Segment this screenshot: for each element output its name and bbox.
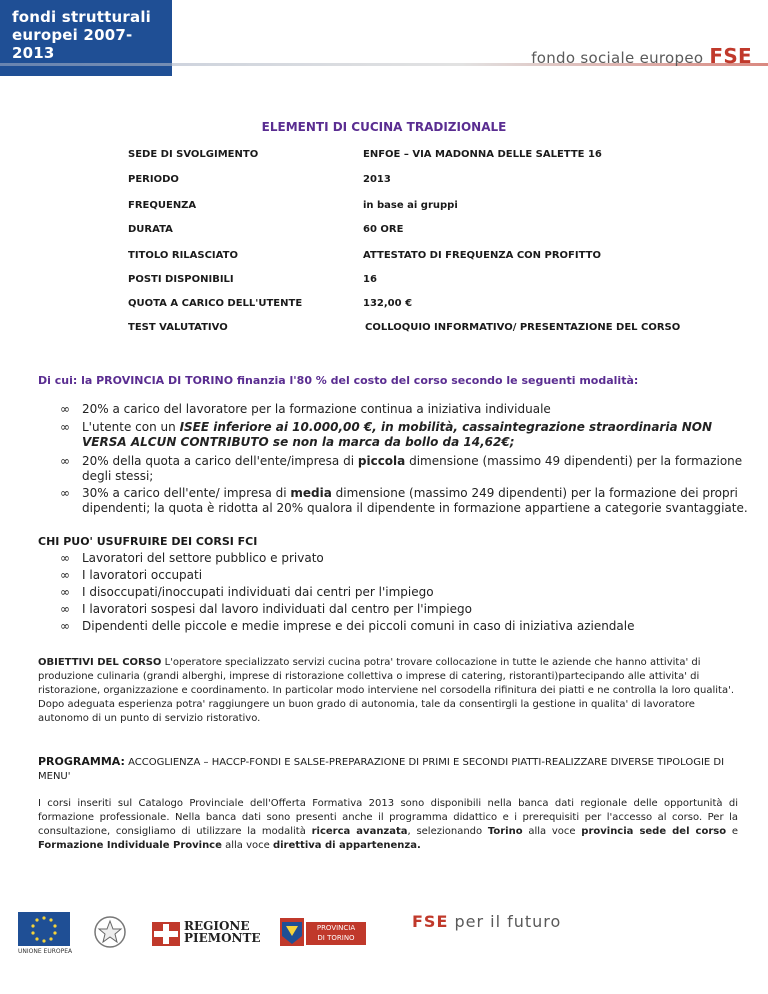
objectives-text-2: Dopo adeguata esperienza potra' raggiungere un buon grado di autonomia, tale da consentirgli la gestione in qualita' di lavoratore autonomo di un punto di servizio ristorativo. <box>38 699 695 724</box>
italy-emblem-icon <box>93 914 127 950</box>
regione-logo <box>184 920 261 944</box>
info-row <box>128 149 688 163</box>
info-row <box>128 174 688 188</box>
info-label: SEDE DI SVOLGIMENTO <box>128 149 259 160</box>
info-row <box>128 200 688 214</box>
bullet-text-part: 30% a carico dell'ente/ impresa di <box>82 486 291 500</box>
catalog-emphasis: ricerca avanzata <box>311 826 408 837</box>
info-label: FREQUENZA <box>128 200 197 211</box>
bullet-icon: ∞ <box>60 486 70 500</box>
financing-title: Di cui: la PROVINCIA DI TORINO finanzia l'80 % del costo del corso secondo le seguenti modalità: <box>38 374 639 387</box>
tagline-rest: per il futuro <box>448 912 562 931</box>
who-title: CHI PUO' USUFRUIRE DEI CORSI FCI <box>38 535 258 548</box>
bullet-text <box>82 454 750 484</box>
bullet-icon: ∞ <box>60 420 70 434</box>
bullet-text <box>82 486 750 516</box>
info-label: DURATA <box>128 224 173 235</box>
info-value: 16 <box>363 274 377 285</box>
bullet-text-part: dimensione (massimo 49 dipendenti) per la formazione degli stessi; <box>82 454 743 483</box>
bullet-icon: ∞ <box>60 454 70 468</box>
info-row <box>128 322 688 336</box>
provincia-line-1: PROVINCIA <box>316 924 356 932</box>
bullet-icon: ∞ <box>60 602 70 616</box>
catalog-emphasis: Torino <box>487 826 523 837</box>
catalog-emphasis: direttiva di appartenenza. <box>272 840 421 851</box>
bullet-text-emphasis: piccola <box>357 454 406 468</box>
info-value: 132,00 € <box>363 298 413 309</box>
program-block <box>38 755 738 784</box>
bullet-icon: ∞ <box>60 402 70 416</box>
tagline-fse: FSE <box>412 912 449 931</box>
bullet-icon: ∞ <box>60 585 70 599</box>
info-value: COLLOQUIO INFORMATIVO/ PRESENTAZIONE DEL CORSO <box>365 322 681 333</box>
page-title: ELEMENTI DI CUCINA TRADIZIONALE <box>261 120 507 134</box>
bullet-text-part: dimensione (massimo 249 dipendenti) per la formazione dei propri dipendenti; la quota è ridotta al 20% qualora il dipendente in formazione appartiene a categorie svantaggiate. <box>82 486 748 515</box>
info-row <box>128 274 688 288</box>
info-value: ENFOE – VIA MADONNA DELLE SALETTE 16 <box>363 149 602 160</box>
catalog-emphasis: Formazione Individuale Province <box>38 840 222 851</box>
info-value: in base ai gruppi <box>363 200 458 211</box>
bullet-text-emphasis: media <box>290 486 332 500</box>
bullet-icon: ∞ <box>60 551 70 565</box>
objectives-label: OBIETTIVI DEL CORSO <box>38 657 162 668</box>
info-value: 60 ORE <box>363 224 404 235</box>
bullet-text: Lavoratori del settore pubblico e privato <box>82 551 324 565</box>
program-text: ACCOGLIENZA – HACCP-FONDI E SALSE-PREPARAZIONE DI PRIMI E SECONDI PIATTI-REALIZZARE DIVERSE TIPOLOGIE DI MENU' <box>38 757 725 782</box>
info-row <box>128 298 688 312</box>
bullet-text: 20% a carico del lavoratore per la formazione continua a iniziativa individuale <box>82 402 551 416</box>
catalog-emphasis: provincia sede del corso <box>581 826 727 837</box>
bullet-icon: ∞ <box>60 568 70 582</box>
fse-text: fondo sociale europeo <box>531 49 704 67</box>
regione-flag-icon <box>152 922 180 946</box>
bullet-icon: ∞ <box>60 619 70 633</box>
bullet-text-emphasis: ISEE inferiore ai 10.000,00 €, in mobilità, cassaintegrazione straordinaria NON VERSA ALCUN CONTRIBUTO se non la marca da bollo da 14,62€; <box>82 420 713 449</box>
bullet-text: I disoccupati/inoccupati individuati dai centri per l'impiego <box>82 585 434 599</box>
regione-line-1: REGIONE <box>184 919 250 933</box>
provincia-line-2: DI TORINO <box>317 934 355 942</box>
catalog-text: alla voce <box>522 826 582 837</box>
bullet-text <box>82 420 750 450</box>
bullet-text: I lavoratori occupati <box>82 568 203 582</box>
objectives-block <box>38 656 738 726</box>
info-value: 2013 <box>363 174 391 185</box>
footer-tagline <box>412 912 561 931</box>
bullet-text-part: L'utente con un <box>82 420 180 434</box>
brand-line-2: europei 2007-2013 <box>12 26 133 62</box>
bullet-text: I lavoratori sospesi dal lavoro individuati dal centro per l'impiego <box>82 602 472 616</box>
provincia-logo <box>306 922 366 945</box>
catalog-text: e <box>726 826 738 837</box>
bullet-text: Dipendenti delle piccole e medie imprese e dei piccoli comuni in caso di iniziativa aziendale <box>82 619 635 633</box>
catalog-text: , selezionando <box>407 826 488 837</box>
catalog-text: I corsi inseriti sul Catalogo Provinciale dell'Offerta Formativa 2013 sono disponibili nella banca dati regionale delle opportunità di formazione professionale. Nella banca dati sono presenti anche il programma didattico e i prerequisiti per l'accesso al corso. Per la consultazione, consigliamo di utilizzare la modalità <box>38 798 738 837</box>
eu-caption: UNIONE EUROPEA <box>18 948 73 955</box>
info-label: TITOLO RILASCIATO <box>128 250 238 261</box>
info-label: PERIODO <box>128 174 179 185</box>
fse-abbr: FSE <box>709 44 752 68</box>
brand-line-1: fondi strutturali <box>12 8 152 26</box>
info-label: POSTI DISPONIBILI <box>128 274 234 285</box>
bullet-text-part: 20% della quota a carico dell'ente/impresa di <box>82 454 358 468</box>
info-label: TEST VALUTATIVO <box>128 322 228 333</box>
regione-line-2: PIEMONTE <box>184 931 261 945</box>
info-row <box>128 224 688 238</box>
catalog-paragraph <box>38 797 738 853</box>
info-value: ATTESTATO DI FREQUENZA CON PROFITTO <box>363 250 601 261</box>
objectives-text: L'operatore specializzato servizi cucina potra' trovare collocazione in tutte le aziende che hanno attivita' di produzione culinaria (grandi alberghi, imprese di ristorazione collettiva o imprese di catering, ristoranti)partecipando alle attivita' di ristorazione, organizzazione e coordinamento. In particolar modo interviene nel corsodella rifinitura dei piatti e ne controlla la loro qualita'. <box>38 657 735 696</box>
info-label: QUOTA A CARICO DELL'UTENTE <box>128 298 303 309</box>
program-label: PROGRAMMA: <box>38 755 125 768</box>
catalog-text: alla voce <box>221 840 273 851</box>
eu-flag-icon <box>18 912 70 946</box>
provincia-crest-icon <box>280 918 304 946</box>
info-row <box>128 250 688 264</box>
fse-header-logo <box>531 44 752 68</box>
footer-logos <box>18 912 368 962</box>
